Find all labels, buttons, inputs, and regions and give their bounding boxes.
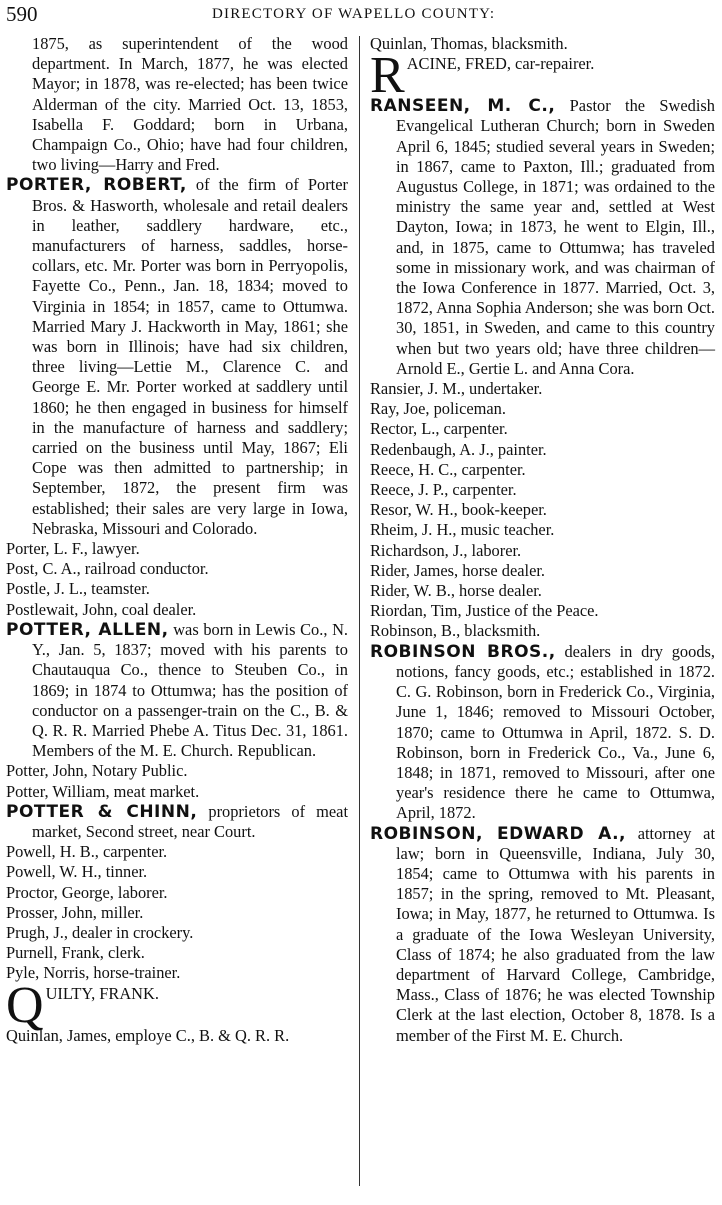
directory-entry: Postle, J. L., teamster. xyxy=(6,579,150,599)
directory-entry: Resor, W. H., book-keeper. xyxy=(370,500,547,520)
entry-name: PORTER, ROBERT, xyxy=(6,175,187,196)
directory-entry-biography xyxy=(370,642,715,824)
directory-entry: Prosser, John, miller. xyxy=(6,902,144,922)
directory-entry: Powell, H. B., carpenter. xyxy=(6,842,168,862)
directory-entry-biography xyxy=(370,96,715,379)
right-column xyxy=(370,34,715,1046)
directory-entry: Post, C. A., railroad conductor. xyxy=(6,559,209,579)
entry-name: POTTER & CHINN, xyxy=(6,801,198,822)
directory-entry: Rider, W. B., horse dealer. xyxy=(370,581,542,601)
directory-entry: Reece, H. C., carpenter. xyxy=(370,459,526,479)
entry-name: RANSEEN, M. C., xyxy=(370,96,556,117)
directory-entry: Rider, James, horse dealer. xyxy=(370,560,546,580)
running-head: DIRECTORY OF WAPELLO COUNTY: xyxy=(212,6,496,22)
entry-text: was born in Lewis Co., N. Y., Jan. 5, 1837; moved with his parents to Chautauqua Co., thence to Steuben Co., in 1869; in 1874 to Ottumwa; has the position of conductor on a passenger-train on the C., B. & Q. R. R. Married Phebe A. Titus Dec. 31, 1861. Members of the M. E. Church. Republican. xyxy=(32,619,349,761)
entry-continuation: 1875, as superintendent of the wood department. In March, 1877, he was elected Mayor; in 1878, was re-elected; has been twice Alderman of the city. Married Oct. 13, 1853, Isabella F. Goddard; born in Urbana, Champaign Co., Ohio; have had four children, two living—Harry and Fred. xyxy=(32,34,348,175)
directory-entry: Postlewait, John, coal dealer. xyxy=(6,599,197,619)
directory-entry: Pyle, Norris, horse-trainer. xyxy=(6,963,181,983)
left-column xyxy=(6,34,348,1046)
column-divider xyxy=(359,36,360,1186)
page-header xyxy=(0,0,722,30)
entry-text: proprietors of meat market, Second street, near Court. xyxy=(32,801,348,841)
directory-entry: Ransier, J. M., undertaker. xyxy=(370,379,543,399)
entry-text: attorney at law; born in Queensville, Indiana, July 30, 1854; came to Ottumwa with his parents in 1857; in the spring, removed to Mt. Pleasant, Iowa; in May, 1877, he returned to Ottumwa. Is a graduate of the Iowa Wesleyan University, Class of 1874; he also graduated from the law department of Harvard College, Cambridge, Mass., Class of 1876; he was elected Township Clerk at the last election, October 8, 1878. Is a member of the First M. E. Church. xyxy=(396,823,715,1045)
directory-entry: Richardson, J., laborer. xyxy=(370,540,522,560)
directory-entry-biography xyxy=(6,802,348,842)
directory-entry: Redenbaugh, A. J., painter. xyxy=(370,439,547,459)
directory-entry-biography xyxy=(6,620,348,761)
entry-text: dealers in dry goods, notions, fancy goods, etc.; established in 1872. C. G. Robinson, born in Frederick Co., Virginia, June 1, 1846; removed to Missouri October, 1870; came to Ottumwa in April, 1872. S. D. Robinson, born in Frederick Co., Va., June 6, 1848; in 1871, removed to Missouri, after one year's residence there he came to Ottumwa, April, 1872. xyxy=(396,641,715,823)
directory-entry: Quinlan, James, employe C., B. & Q. R. R. xyxy=(6,1025,290,1045)
directory-entry-biography xyxy=(370,824,715,1046)
entry-name: ROBINSON BROS., xyxy=(370,641,556,662)
directory-entry: Rheim, J. H., music teacher. xyxy=(370,520,555,540)
entry-text: Pastor the Swedish Evangelical Lutheran Church; born in Sweden April 6, 1845; studied several years in Sweden; in 1867, came to Paxton, Ill.; graduated from Augustus College, in 1871; was ordained to the ministry the same year and, settled at West Dayton, Iowa; in 1873, he went to Elgin, Ill., and, in 1875, came to Ottumwa; has traveled some in missionary work, and was chairman of the Iowa Conference in 1877. Married, Oct. 3, 1872, Anna Sophia Anderson; she was born Oct. 30, 1851, in Sweden, and came to this country when but two years old; have three children—Arnold E., Gertie L. and Anna Cora. xyxy=(396,96,715,378)
page-number: 590 xyxy=(6,2,38,26)
directory-entry: Rector, L., carpenter. xyxy=(370,419,508,439)
directory-entry: Purnell, Frank, clerk. xyxy=(6,943,145,963)
directory-entry: Potter, John, Notary Public. xyxy=(6,761,188,781)
entry-text: UILTY, FRANK. xyxy=(45,983,159,1003)
directory-entry: Riordan, Tim, Justice of the Peace. xyxy=(370,601,599,621)
letter-section-start xyxy=(370,47,715,105)
directory-entry: Prugh, J., dealer in crockery. xyxy=(6,922,194,942)
entry-text: of the firm of Porter Bros. & Hasworth, wholesale and retail dealers in leather, saddlery hardware, etc., manufacturers of harness, saddles, horse-collars, etc. Mr. Porter was born in Perryopolis, Fayette Co., Penn., Jan. 18, 1834; moved to Virginia in 1854; in 1857, came to Ottumwa. Married Mary J. Hackworth in May, 1861; she was born in Illinois; have had six children, three living—Lettie M., Clarence C. and George E. Mr. Porter worked at saddlery until 1860; he then engaged in business for himself in the manufacture of harness and saddlery; carried on the business until May, 1867; Eli Cope was then admitted to partnership; in September, 1872, the present firm was established; their sales are very large in Iowa, Nebraska, Missouri and Colorado. xyxy=(32,175,348,538)
directory-entry: Potter, William, meat market. xyxy=(6,781,200,801)
directory-entry: Quinlan, Thomas, blacksmith. xyxy=(370,34,568,53)
directory-entry: Reece, J. P., carpenter. xyxy=(370,480,517,500)
directory-entry: Powell, W. H., tinner. xyxy=(6,862,148,882)
directory-entry-biography xyxy=(6,175,348,539)
entry-name: ROBINSON, EDWARD A., xyxy=(370,823,626,844)
directory-entry: Robinson, B., blacksmith. xyxy=(370,621,541,641)
entry-name: POTTER, ALLEN, xyxy=(6,619,169,640)
drop-cap-letter: Q xyxy=(6,976,44,1034)
directory-entry: Ray, Joe, policeman. xyxy=(370,399,506,419)
drop-cap-letter: R xyxy=(370,47,405,105)
directory-entry: Proctor, George, laborer. xyxy=(6,882,168,902)
entry-text: ACINE, FRED, car-repairer. xyxy=(406,54,595,74)
directory-entry: Porter, L. F., lawyer. xyxy=(6,539,140,559)
letter-section-start xyxy=(6,976,348,1034)
